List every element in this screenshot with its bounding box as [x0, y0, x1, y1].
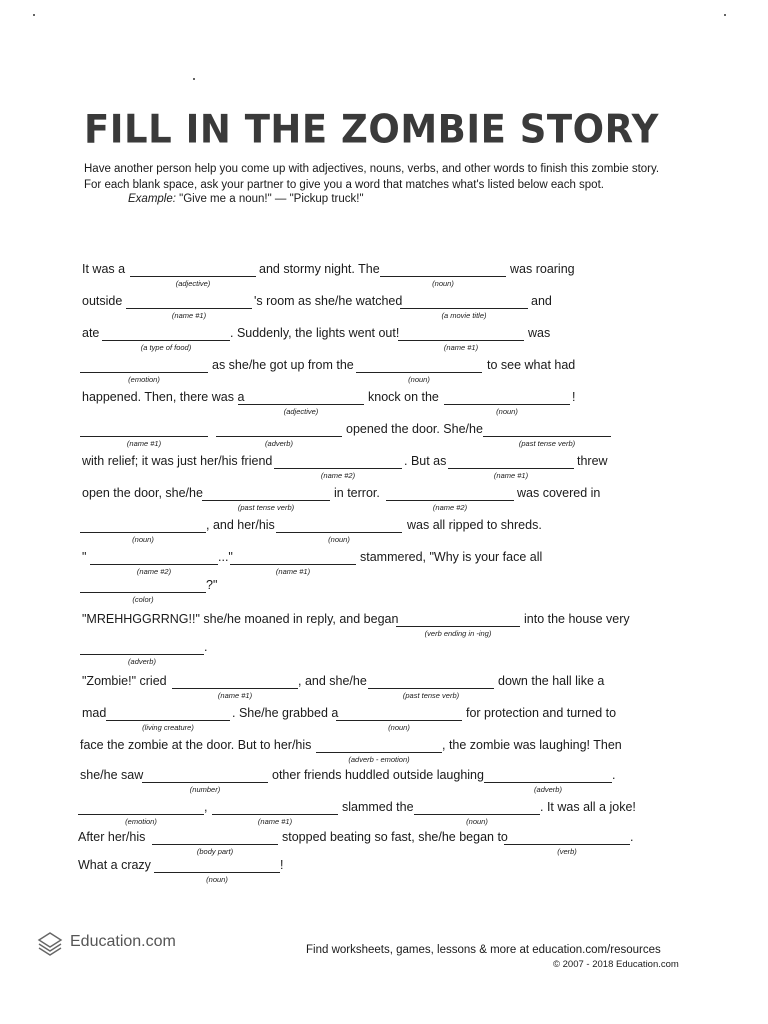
story-text: ! [280, 858, 284, 872]
blank-noun[interactable] [356, 372, 482, 373]
story-text: down the hall like a [498, 674, 605, 688]
blank-hint: (name #2) [432, 503, 468, 512]
blank-name-1[interactable] [126, 308, 252, 309]
story-text: 's room as she/he watched [254, 294, 403, 308]
story-text: . Suddenly, the lights went out! [230, 326, 400, 340]
story-text: stopped beating so fast, she/he began to [282, 830, 508, 844]
blank-hint: (body part) [196, 847, 234, 856]
blank-hint: (verb) [557, 847, 577, 856]
blank-adjective[interactable] [238, 404, 364, 405]
blank-hint: (name #1) [493, 471, 529, 480]
blank-noun[interactable] [414, 814, 540, 815]
story-text: stammered, "Why is your face all [360, 550, 543, 564]
story-text: ?" [206, 578, 218, 592]
example-line [128, 193, 364, 205]
blank-hint: (noun) [466, 817, 488, 826]
blank-hint: (adverb - emotion) [348, 755, 410, 764]
story-text: knock on the [368, 390, 439, 404]
story-line [78, 578, 638, 612]
blank-hint: (noun) [408, 375, 430, 384]
scan-speck [724, 14, 726, 16]
blank-noun[interactable] [380, 276, 506, 277]
education-logo [36, 928, 176, 956]
blank-movie-title[interactable] [400, 308, 528, 309]
story-text: mad [82, 706, 107, 720]
blank-past-tense-verb[interactable] [202, 500, 330, 501]
story-line [78, 262, 638, 296]
blank-hint: (name #1) [126, 439, 162, 448]
blank-hint: (noun) [206, 875, 228, 884]
story-text: other friends huddled outside laughing [272, 768, 484, 782]
blank-hint: (adjective) [175, 279, 211, 288]
blank-number[interactable] [142, 782, 268, 783]
blank-name-1[interactable] [398, 340, 524, 341]
blank-adverb-emotion[interactable] [316, 752, 442, 753]
blank-adjective[interactable] [130, 276, 256, 277]
blank-hint: (past tense verb) [402, 691, 460, 700]
story-text: open the door, she/he [82, 486, 203, 500]
story-text: in terror. [334, 486, 380, 500]
story-text: , and she/he [298, 674, 367, 688]
blank-emotion[interactable] [80, 372, 208, 373]
blank-hint: (noun) [328, 535, 350, 544]
story-text: "Zombie!" cried [82, 674, 167, 688]
story-line [78, 858, 638, 892]
story-text: . [630, 830, 634, 844]
story-text: ate [82, 326, 100, 340]
story-text: . But as [404, 454, 447, 468]
story-line [78, 800, 638, 834]
blank-hint: (name #1) [257, 817, 293, 826]
blank-hint: (adverb) [265, 439, 293, 448]
story-line [78, 390, 638, 424]
blank-hint: (noun) [496, 407, 518, 416]
story-text: It was a [82, 262, 126, 276]
blank-verb-ing[interactable] [396, 626, 520, 627]
footer-copyright: © 2007 - 2018 Education.com [553, 959, 679, 970]
blank-hint: (emotion) [128, 375, 160, 384]
blank-hint: (a movie title) [441, 311, 487, 320]
book-stack-icon [36, 928, 64, 956]
blank-hint: (noun) [432, 279, 454, 288]
blank-name-2[interactable] [90, 564, 218, 565]
story-line [78, 358, 638, 392]
blank-adverb[interactable] [80, 654, 204, 655]
story-line [78, 454, 638, 488]
blank-past-tense-verb[interactable] [368, 688, 494, 689]
story-text: What a crazy [78, 858, 151, 872]
blank-hint: (color) [132, 595, 154, 604]
blank-hint: (name #1) [171, 311, 207, 320]
story-text: , [204, 800, 208, 814]
blank-hint: (name #1) [275, 567, 311, 576]
story-line [78, 326, 638, 360]
story-line [78, 294, 638, 328]
story-line [78, 768, 638, 802]
blank-food[interactable] [102, 340, 230, 341]
blank-hint: (name #1) [443, 343, 479, 352]
blank-hint: (noun) [132, 535, 154, 544]
blank-hint: (adverb) [534, 785, 562, 794]
story-text: , the zombie was laughing! Then [442, 738, 622, 752]
blank-hint: (name #2) [320, 471, 356, 480]
story-text: face the zombie at the door. But to her/his [80, 738, 312, 752]
blank-verb[interactable] [504, 844, 630, 845]
instructions-line: Have another person help you come up with adjectives, nouns, verbs, and other words to finish this zombie story. [84, 163, 660, 175]
blank-name-1[interactable] [212, 814, 338, 815]
blank-hint: (emotion) [125, 817, 157, 826]
page-title: FILL IN THE ZOMBIE STORY [84, 106, 659, 153]
blank-name-1[interactable] [172, 688, 298, 689]
blank-noun[interactable] [444, 404, 570, 405]
blank-hint: (verb ending in -ing) [424, 629, 492, 638]
blank-hint: (number) [189, 785, 221, 794]
story-text: , and her/his [206, 518, 275, 532]
scan-speck [193, 78, 195, 80]
story-line [78, 422, 638, 456]
blank-emotion[interactable] [78, 814, 204, 815]
blank-noun[interactable] [80, 532, 206, 533]
story-text: and stormy night. The [259, 262, 380, 276]
story-text: for protection and turned to [466, 706, 617, 720]
story-text: was [528, 326, 551, 340]
footer-tagline: Find worksheets, games, lessons & more at education.com/resources [306, 944, 661, 956]
blank-name-2[interactable] [274, 468, 402, 469]
blank-name-2[interactable] [386, 500, 514, 501]
story-text: outside [82, 294, 123, 308]
story-text: was all ripped to shreds. [407, 518, 542, 532]
example-label: Example: [128, 193, 176, 205]
story-line [78, 518, 638, 552]
story-text: she/he saw [80, 768, 144, 782]
blank-name-1[interactable] [448, 468, 574, 469]
story-text: threw [577, 454, 608, 468]
story-text: ..." [218, 550, 233, 564]
blank-hint: (noun) [388, 723, 410, 732]
blank-color[interactable] [80, 592, 206, 593]
story-text: . It was all a joke! [540, 800, 636, 814]
story-line [78, 738, 638, 772]
story-text: to see what had [487, 358, 576, 372]
story-text: . [204, 640, 208, 654]
blank-noun[interactable] [276, 532, 402, 533]
brand-name: Education.com [70, 933, 176, 950]
blank-living-creature[interactable] [106, 720, 230, 721]
story-text: "MREHHGGRRNG!!" she/he moaned in reply, and began [82, 612, 399, 626]
story-text: happened. Then, there was a [82, 390, 245, 404]
story-text: ! [572, 390, 576, 404]
story-text: was roaring [510, 262, 575, 276]
blank-hint: (living creature) [142, 723, 194, 732]
story-text: After her/his [78, 830, 146, 844]
blank-body-part[interactable] [152, 844, 278, 845]
blank-hint: (past tense verb) [518, 439, 576, 448]
story-line [78, 674, 638, 708]
story-text: as she/he got up from the [212, 358, 354, 372]
story-text: " [82, 550, 87, 564]
scan-speck [33, 14, 35, 16]
blank-hint: (name #2) [136, 567, 172, 576]
blank-hint: (a type of food) [140, 343, 192, 352]
blank-adverb[interactable] [484, 782, 612, 783]
story-text: slammed the [342, 800, 414, 814]
story-line [78, 486, 638, 520]
blank-past-tense-verb[interactable] [483, 436, 611, 437]
blank-hint: (adverb) [128, 657, 156, 666]
story-text: . [612, 768, 616, 782]
blank-hint: (past tense verb) [237, 503, 295, 512]
story-text: . She/he grabbed a [232, 706, 339, 720]
story-line [78, 706, 638, 740]
blank-name-1[interactable] [230, 564, 356, 565]
blank-adverb[interactable] [216, 436, 342, 437]
story-line [78, 640, 638, 674]
story-text: with relief; it was just her/his friend [82, 454, 273, 468]
story-text: into the house very [524, 612, 630, 626]
blank-hint: (adjective) [283, 407, 319, 416]
blank-name-1[interactable] [80, 436, 208, 437]
instructions [84, 161, 684, 193]
blank-noun[interactable] [154, 872, 280, 873]
blank-hint: (name #1) [217, 691, 253, 700]
example-text: "Give me a noun!" — "Pickup truck!" [175, 193, 364, 205]
story-text: was covered in [517, 486, 601, 500]
story-text: and [531, 294, 552, 308]
instructions-line: For each blank space, ask your partner to give you a word that matches what's listed below each spot. [84, 179, 604, 191]
blank-noun[interactable] [336, 720, 462, 721]
story-text: opened the door. She/he [346, 422, 483, 436]
